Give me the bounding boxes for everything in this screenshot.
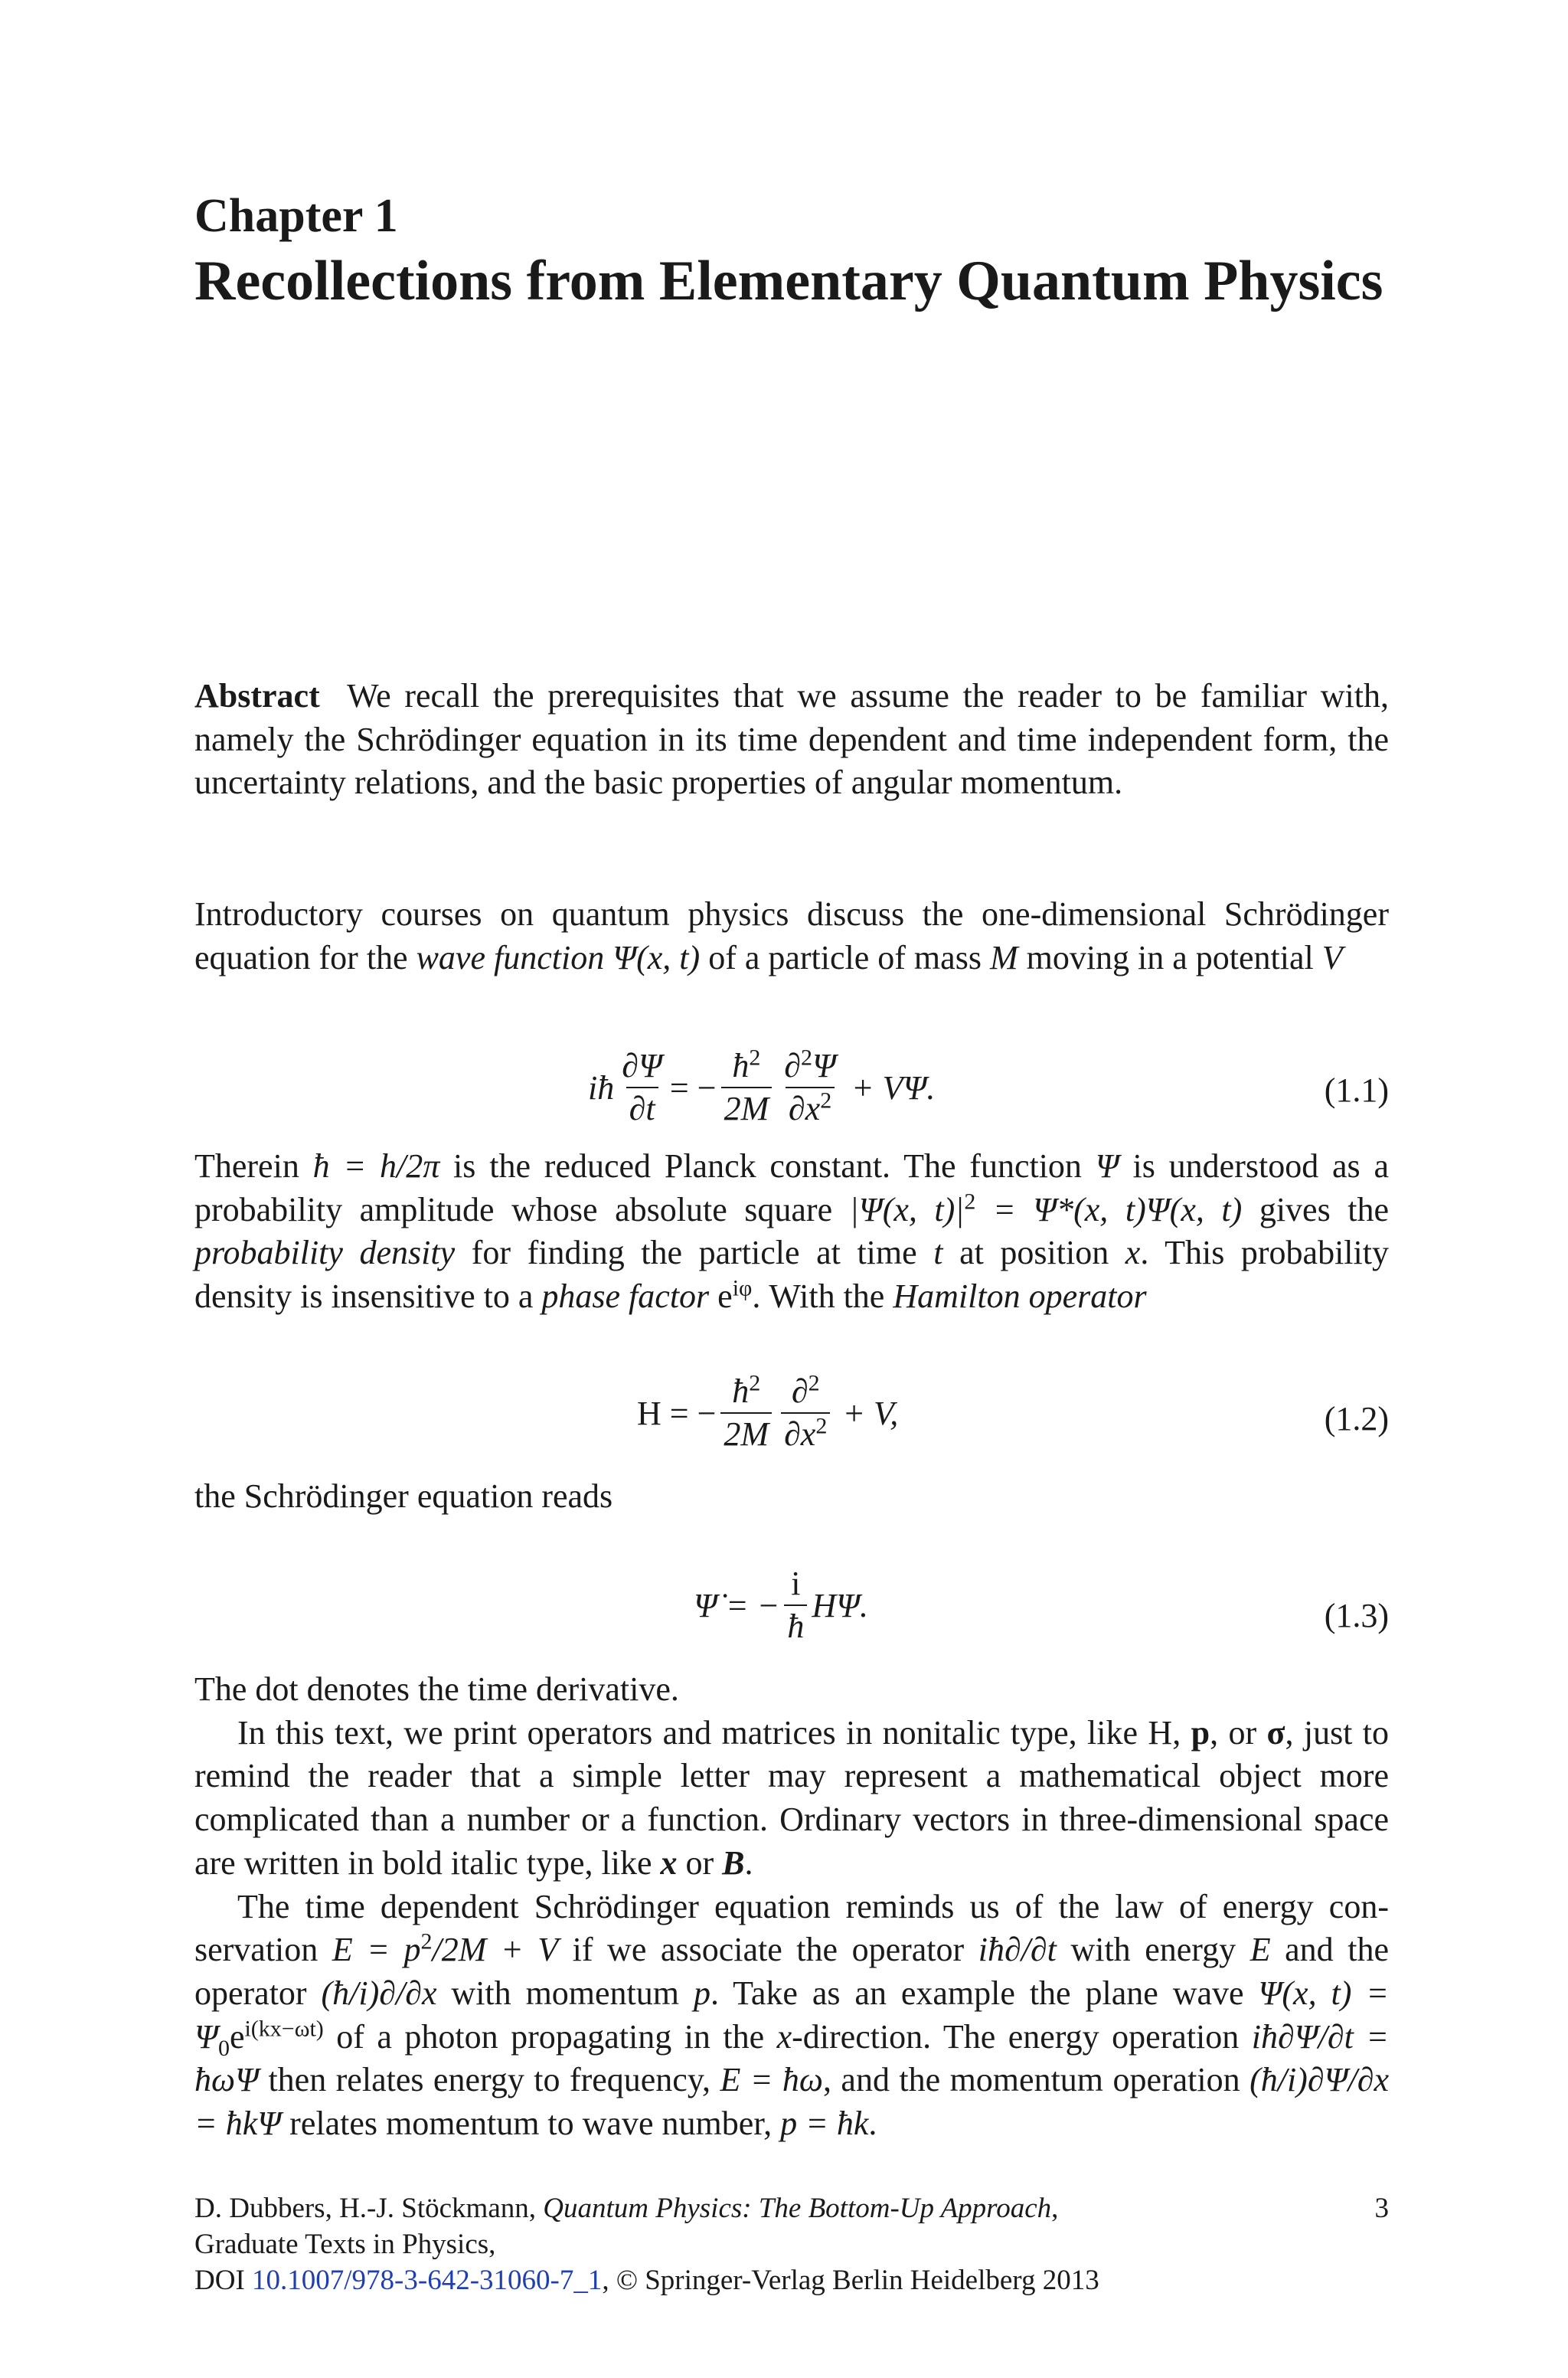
text: , or: [1210, 1713, 1267, 1752]
math: Ψ: [812, 1047, 836, 1084]
text: of a particle of mass: [700, 938, 990, 976]
math: iħ∂/∂t: [978, 1931, 1057, 1969]
superscript: 2: [749, 1045, 761, 1071]
text: or: [677, 1843, 723, 1882]
equation-1-1: [194, 1034, 1389, 1141]
superscript: 2: [964, 1189, 976, 1215]
emphasis-phase-factor: phase factor: [541, 1277, 710, 1316]
equation-body: [694, 1552, 868, 1659]
text: Therein: [194, 1147, 313, 1185]
text: is the reduced Planck constant. The function: [439, 1147, 1096, 1185]
math: Ψ: [1095, 1147, 1119, 1185]
math: ∂: [791, 1372, 808, 1410]
emphasis-wave-function: wave function: [416, 938, 605, 976]
math: x: [776, 2017, 792, 2056]
math: E = ħω: [720, 2061, 823, 2099]
paragraph-notation: [194, 1668, 1389, 2146]
superscript: 2: [815, 1413, 828, 1439]
equation-body: [588, 1034, 935, 1141]
equation-1-2: [194, 1359, 1389, 1467]
text: then relates energy to frequency,: [259, 2061, 720, 2099]
abstract-label: Abstract: [194, 677, 320, 715]
math: V: [1321, 938, 1343, 976]
equation-number: (1.3): [1324, 1597, 1389, 1634]
sentence-dot-derivative: The dot denotes the time derivative.: [194, 1670, 679, 1708]
math-bold: p: [1191, 1713, 1210, 1752]
fraction: [781, 1045, 839, 1130]
text: relates momentum to wave number,: [281, 2105, 781, 2143]
fraction: [721, 1045, 773, 1130]
equation-number: (1.2): [1324, 1400, 1389, 1438]
math: (ħ/i)∂/∂x: [321, 1974, 437, 2012]
emphasis-hamilton-operator: Hamilton operator: [893, 1277, 1147, 1316]
denominator: [786, 1087, 835, 1130]
fraction: [619, 1045, 665, 1130]
math: x: [1125, 1234, 1141, 1272]
text: Introductory courses on quantum physics discuss the one-dimensional Schrödinger equation for the: [194, 895, 1389, 976]
text: . Take as an example the plane wave: [710, 1974, 1259, 2012]
footer-copyright: , © Springer-Verlag Berlin Heidelberg 2013: [602, 2265, 1099, 2296]
math: ħ: [732, 1047, 750, 1084]
math: = −: [669, 1068, 717, 1107]
denominator: ∂t: [626, 1087, 658, 1130]
page-number: 3: [1374, 2193, 1389, 2224]
footer-doi-line: [194, 2262, 1389, 2298]
denominator: ħ: [784, 1604, 807, 1647]
paragraph-intro: [194, 893, 1389, 980]
text: .: [868, 2105, 877, 2143]
abstract: [194, 675, 1389, 805]
text: .: [744, 1843, 753, 1882]
footer-book-title: Quantum Physics: The Bottom-Up Approach: [543, 2193, 1052, 2224]
equation-number: (1.1): [1324, 1071, 1389, 1109]
math: ħ = h/2π: [312, 1147, 440, 1185]
chapter-label: Chapter 1: [194, 190, 398, 242]
text: , just to remind the reader that a simple letter may represent a mathematical object more complicated than a number or a function. Ordinary vectors in three-dimensional space are written in bold italic type, like: [194, 1713, 1390, 1882]
math: (ħ/i)∂Ψ/∂x = ħkΨ: [194, 2061, 1390, 2143]
text: for finding the particle at time: [455, 1234, 934, 1272]
text: In this text, we print operators and matrices in nonitalic type, like H,: [237, 1713, 1191, 1752]
text: ,: [1051, 2193, 1059, 2224]
text: . With the: [752, 1277, 893, 1316]
math: E = p: [332, 1931, 421, 1969]
numerator: [729, 1045, 763, 1087]
numerator: ∂Ψ: [622, 1047, 662, 1084]
math: t: [933, 1234, 943, 1272]
superscript: iφ: [732, 1275, 753, 1301]
superscript: i(kx−ωt): [244, 2015, 324, 2041]
math: /2M + V: [432, 1931, 559, 1969]
numerator: [789, 1371, 823, 1412]
math: e: [229, 2017, 245, 2056]
chapter-title: Recollections from Elementary Quantum Physics: [194, 250, 1383, 312]
math: Ψ(x, t): [612, 938, 701, 976]
text: -direction. The energy operation: [792, 2017, 1252, 2056]
fraction: [720, 1371, 772, 1455]
math: Ψ̇ = −: [694, 1586, 780, 1624]
equation-1-3: [194, 1552, 1389, 1659]
paragraph-energy-conservation: [194, 1886, 1389, 2146]
numerator: i: [791, 1565, 801, 1602]
superscript: 2: [808, 1370, 820, 1396]
text: with energy: [1056, 1931, 1250, 1969]
math: iħ∂Ψ/∂t = ħωΨ: [194, 2017, 1389, 2099]
math: M: [989, 938, 1018, 976]
text: . This probability density is insensitive to a: [194, 1234, 1389, 1316]
footer-authors: D. Dubbers, H.-J. Stöckmann,: [194, 2193, 544, 2224]
text: with momentum: [436, 1974, 694, 2012]
text: gives the: [1242, 1190, 1390, 1228]
numerator: [729, 1371, 763, 1412]
math: ħ: [732, 1372, 750, 1410]
denominator: 2M: [720, 1412, 772, 1455]
math: ∂x: [788, 1090, 821, 1127]
superscript: 2: [420, 1928, 433, 1954]
superscript: 2: [800, 1045, 812, 1071]
text: moving in a potential: [1018, 938, 1322, 976]
math-bold-italic: x: [660, 1843, 678, 1882]
text: , and the momentum operation: [822, 2061, 1250, 2099]
paragraph-planck: [194, 1145, 1389, 1319]
math: + VΨ.: [851, 1068, 936, 1107]
math: Ψ(x, t) = Ψ: [194, 1974, 1389, 2056]
math: H = −: [637, 1394, 717, 1432]
abstract-text: We recall the prerequisites that we assume the reader to be familiar with, namely the Schrödinger equation in its time dependent and time independent form, the uncertainty relations, and the basic properties of angular momentum.: [194, 677, 1390, 802]
text: The time dependent Schrödinger equation reminds us of the law of energy conservation: [194, 1887, 1389, 1969]
fraction: [781, 1371, 830, 1455]
math: + V,: [842, 1394, 899, 1432]
superscript: 2: [749, 1370, 761, 1396]
fraction: [784, 1563, 807, 1647]
footer-citation: [194, 2190, 1389, 2226]
paragraph-equation-reads: the Schrödinger equation reads: [194, 1477, 613, 1515]
subscript: 0: [217, 2035, 230, 2061]
page-footer: [194, 2190, 1389, 2298]
text: if we associate the operator: [558, 1931, 978, 1969]
text: and the operator: [194, 1931, 1389, 2012]
math: ∂x: [784, 1415, 816, 1453]
paragraph-operators: [194, 1712, 1389, 1886]
math: ∂: [784, 1047, 801, 1084]
denominator: 2M: [721, 1087, 773, 1130]
math: p: [693, 1974, 710, 2012]
text: DOI: [194, 2265, 253, 2296]
math: = Ψ*(x, t)Ψ(x, t): [975, 1190, 1243, 1228]
numerator: [781, 1045, 839, 1087]
text: of a photon propagating in the: [323, 2017, 777, 2056]
emphasis-probability-density: probability density: [194, 1234, 456, 1272]
math: HΨ.: [812, 1586, 869, 1624]
text: e: [709, 1277, 733, 1316]
math: |Ψ(x, t)|: [849, 1190, 965, 1228]
equation-body: [637, 1359, 898, 1467]
math-bold-italic: B: [722, 1843, 745, 1882]
doi-link[interactable]: 10.1007/978-3-642-31060-7_1: [252, 2265, 603, 2296]
text: at position: [942, 1234, 1125, 1272]
math-bold: σ: [1266, 1713, 1285, 1752]
math: p = ħk: [780, 2105, 869, 2143]
denominator: [781, 1412, 830, 1455]
superscript: 2: [820, 1088, 832, 1114]
math: iħ: [588, 1068, 615, 1107]
math: E: [1250, 1931, 1271, 1969]
text: is understood as a probability amplitude whose absolute square: [194, 1147, 1390, 1228]
footer-series: Graduate Texts in Physics,: [194, 2229, 496, 2260]
